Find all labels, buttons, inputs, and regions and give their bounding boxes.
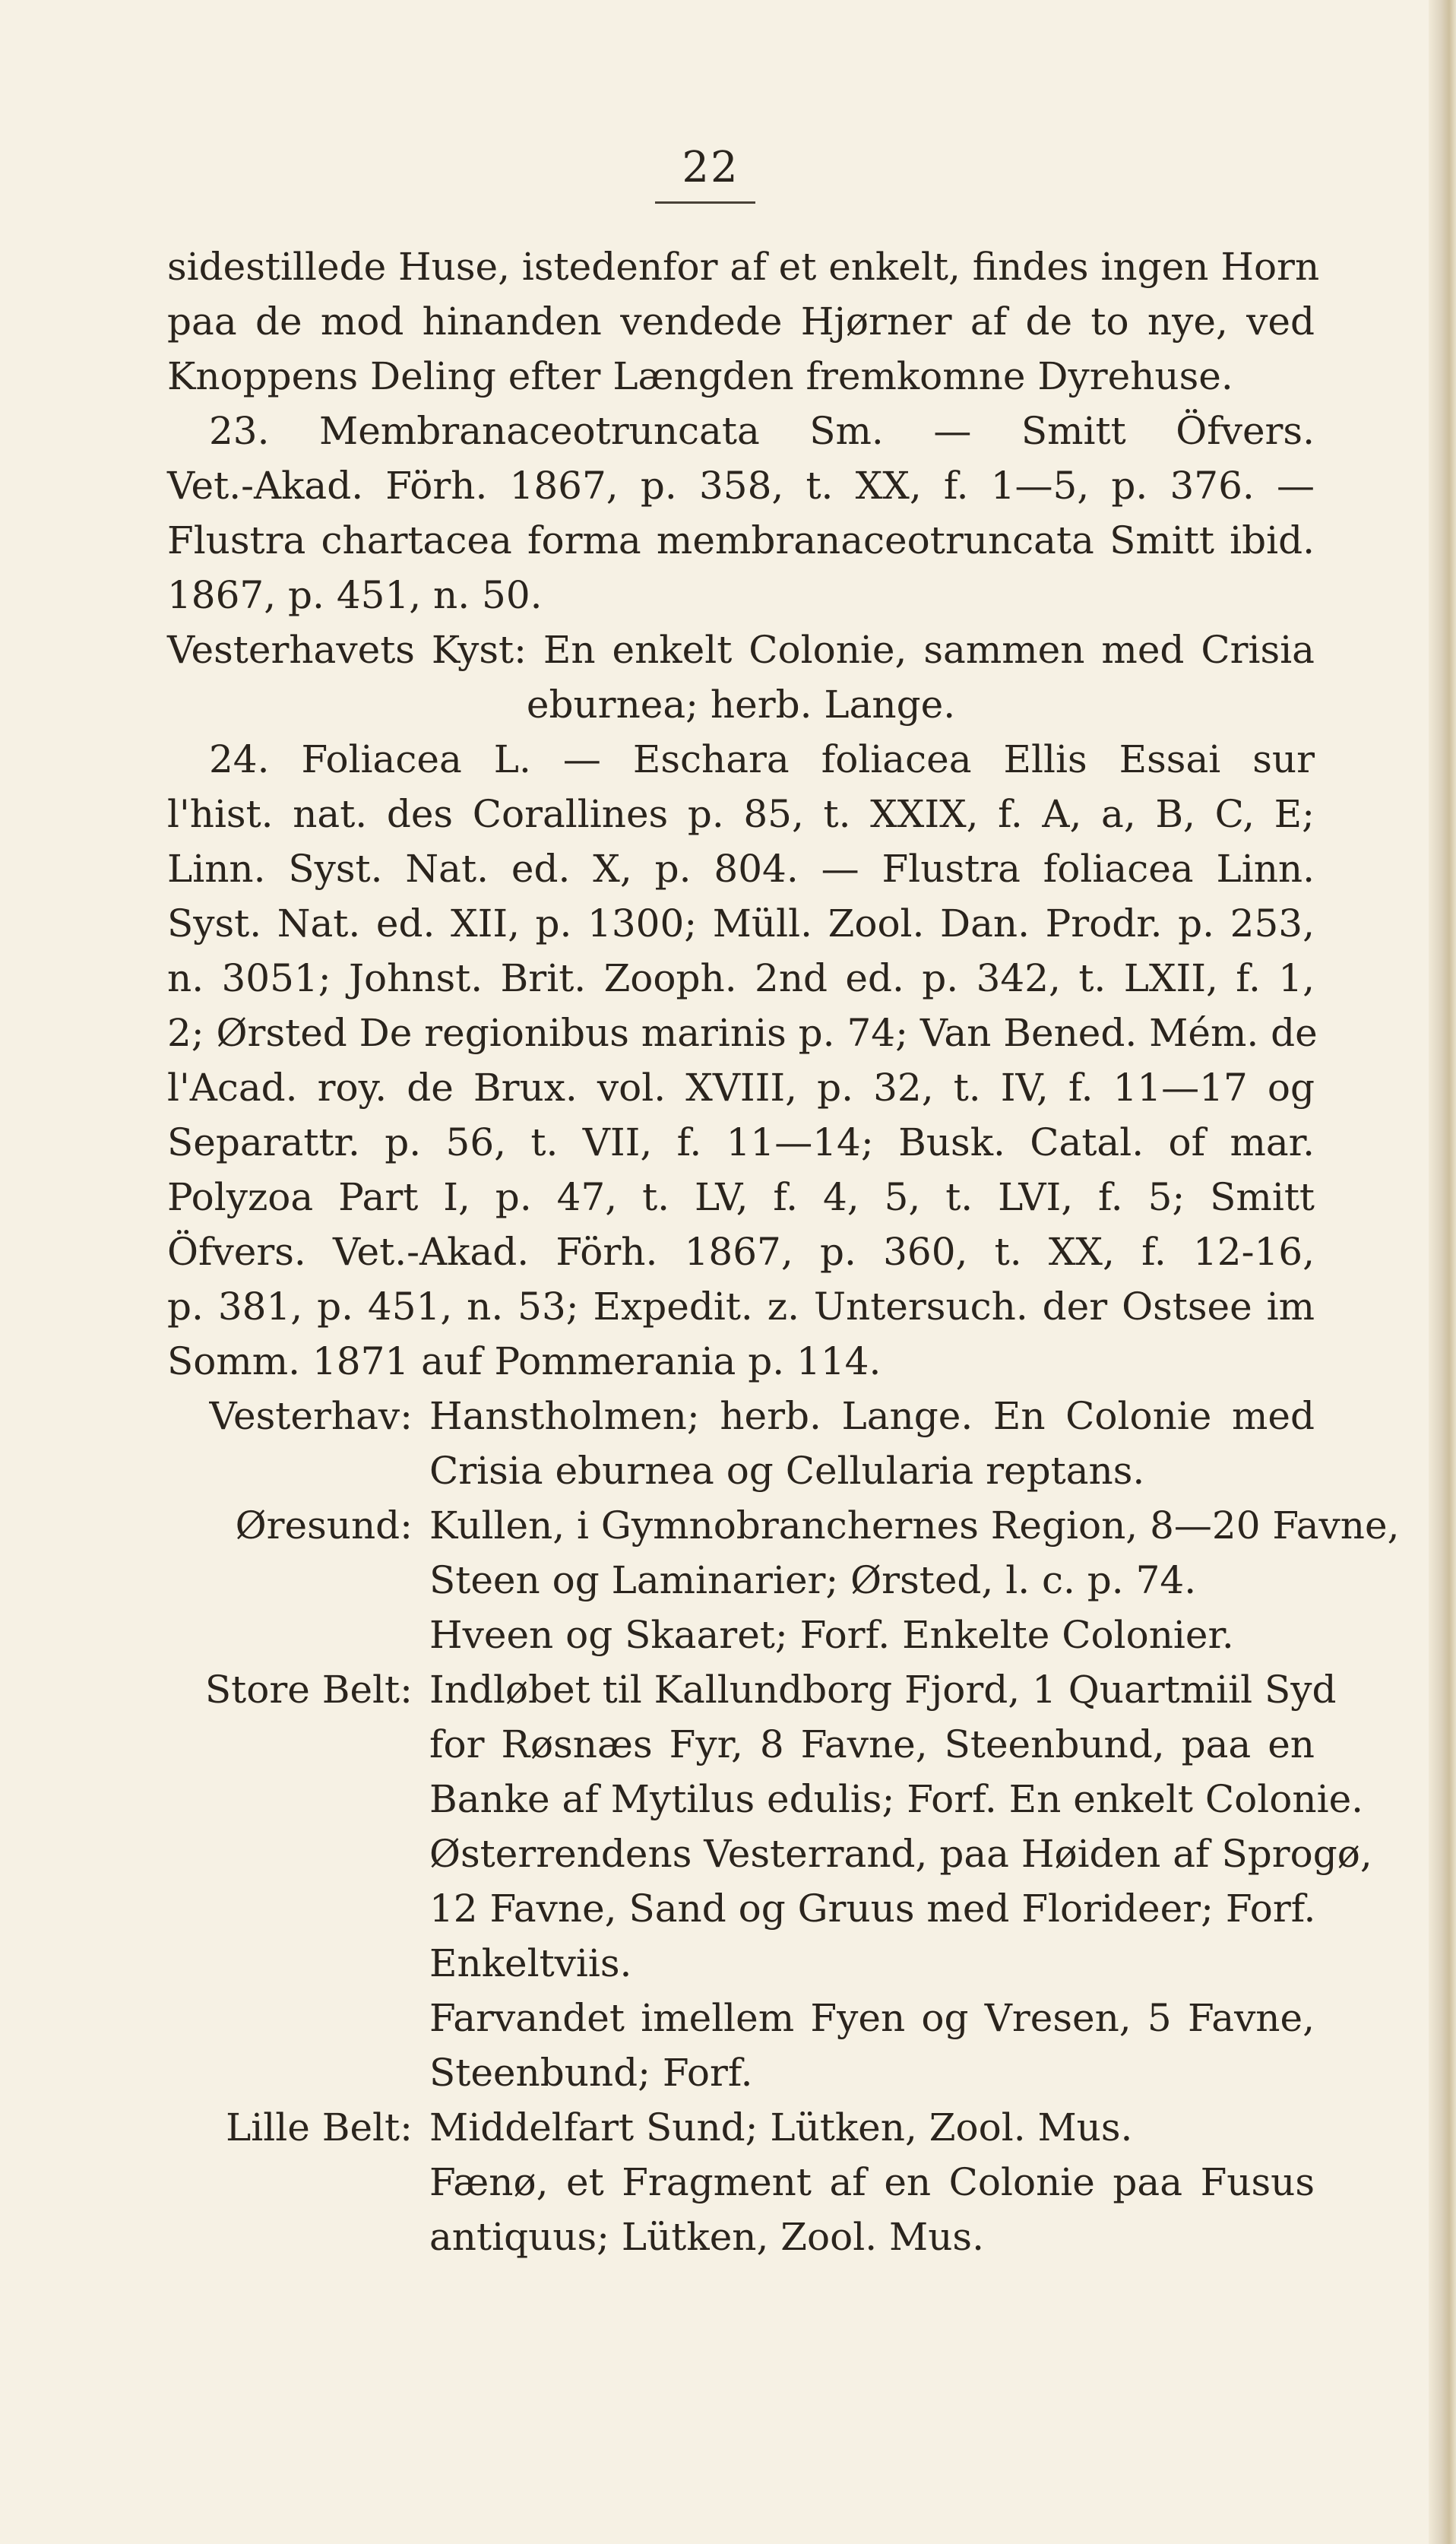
locality-text: Steen og Laminarier; Ørsted, l. c. p. 74. (429, 1558, 1197, 1602)
locality-entry (167, 1662, 1337, 1717)
locality-label: Store Belt: (204, 1668, 413, 1712)
text-line: Linn. Syst. Nat. ed. X, p. 804. — Flustra foliacea Linn. (167, 847, 1315, 891)
page-number: 22 (682, 143, 739, 192)
text-line: Vet.-Akad. Förh. 1867, p. 358, t. XX, f. 1—5, p. 376. — (167, 464, 1315, 508)
text-line: paa de mod hinanden vendede Hjørner af de to nye, ved (167, 299, 1315, 344)
locality-text: 12 Favne, Sand og Gruus med Florideer; Forf. (429, 1887, 1316, 1931)
locality-text: Hveen og Skaaret; Forf. Enkelte Colonier. (429, 1613, 1234, 1657)
locality-entry (167, 2100, 1315, 2155)
text-line: l'Acad. roy. de Brux. vol. XVIII, p. 32, t. IV, f. 11—17 og (167, 1066, 1315, 1110)
locality-text: antiquus; Lütken, Zool. Mus. (429, 2215, 984, 2259)
species-heading: 23. Membranaceotruncata Sm. — Smitt Öfvers. (209, 409, 1315, 453)
text-line: Flustra chartacea forma membranaceotruncata Smitt ibid. (167, 518, 1315, 562)
text-line: Polyzoa Part I, p. 47, t. LV, f. 4, 5, t. LVI, f. 5; Smitt (167, 1175, 1315, 1219)
text-line: Vesterhavets Kyst: En enkelt Colonie, sammen med Crisia (167, 628, 1315, 672)
locality-text: Indløbet til Kallundborg Fjord, 1 Quartmiil Syd (429, 1668, 1337, 1712)
locality-text: Farvandet imellem Fyen og Vresen, 5 Favne, (429, 1996, 1315, 2040)
page-edge (1429, 0, 1456, 2544)
text-line: p. 381, p. 451, n. 53; Expedit. z. Untersuch. der Ostsee im (167, 1285, 1315, 1329)
locality-text: Enkeltviis. (429, 1941, 632, 1985)
locality-text: Østerrendens Vesterrand, paa Høiden af Sprogø, (429, 1832, 1372, 1876)
text-line: n. 3051; Johnst. Brit. Zooph. 2nd ed. p. 342, t. LXII, f. 1, (167, 956, 1315, 1000)
text-line: eburnea; herb. Lange. (526, 683, 956, 727)
text-line: Öfvers. Vet.-Akad. Förh. 1867, p. 360, t. XX, f. 12-16, (167, 1230, 1315, 1274)
locality-label: Lille Belt: (226, 2105, 413, 2150)
text-line: l'hist. nat. des Corallines p. 85, t. XXIX, f. A, a, B, C, E; (167, 792, 1315, 836)
locality-text: Kullen, i Gymnobranchernes Region, 8—20 Favne, (429, 1503, 1400, 1548)
locality-text: Middelfart Sund; Lütken, Zool. Mus. (429, 2105, 1133, 2150)
locality-text: Crisia eburnea og Cellularia reptans. (429, 1449, 1145, 1493)
text-line: sidestillede Huse, istedenfor af et enkelt, findes ingen Horn (167, 245, 1320, 289)
text-body (167, 239, 1400, 2264)
locality-text: Fænø, et Fragment af en Colonie paa Fusus (429, 2160, 1315, 2204)
locality-text: Banke af Mytilus edulis; Forf. En enkelt Colonie. (429, 1777, 1364, 1821)
text-line: Knoppens Deling efter Længden fremkomne Dyrehuse. (167, 354, 1233, 398)
locality-text: for Røsnæs Fyr, 8 Favne, Steenbund, paa en (429, 1722, 1315, 1766)
locality-label: Vesterhav: (209, 1394, 413, 1438)
text-line: 1867, p. 451, n. 50. (167, 573, 543, 617)
header-rule (655, 201, 755, 204)
locality-label: Øresund: (235, 1503, 413, 1548)
text-line: 2; Ørsted De regionibus marinis p. 74; Van Bened. Mém. de (167, 1011, 1318, 1055)
locality-text: Steenbund; Forf. (429, 2051, 753, 2095)
text-line: Separattr. p. 56, t. VII, f. 11—14; Busk. Catal. of mar. (167, 1120, 1315, 1164)
locality-entry (167, 1389, 1315, 1443)
text-line: Somm. 1871 auf Pommerania p. 114. (167, 1339, 882, 1383)
locality-entry (167, 1498, 1400, 1553)
locality-text: Hanstholmen; herb. Lange. En Colonie med (429, 1394, 1315, 1438)
text-line: Syst. Nat. ed. XII, p. 1300; Müll. Zool. Dan. Prodr. p. 253, (167, 901, 1315, 946)
species-heading: 24. Foliacea L. — Eschara foliacea Ellis Essai sur (209, 737, 1315, 781)
